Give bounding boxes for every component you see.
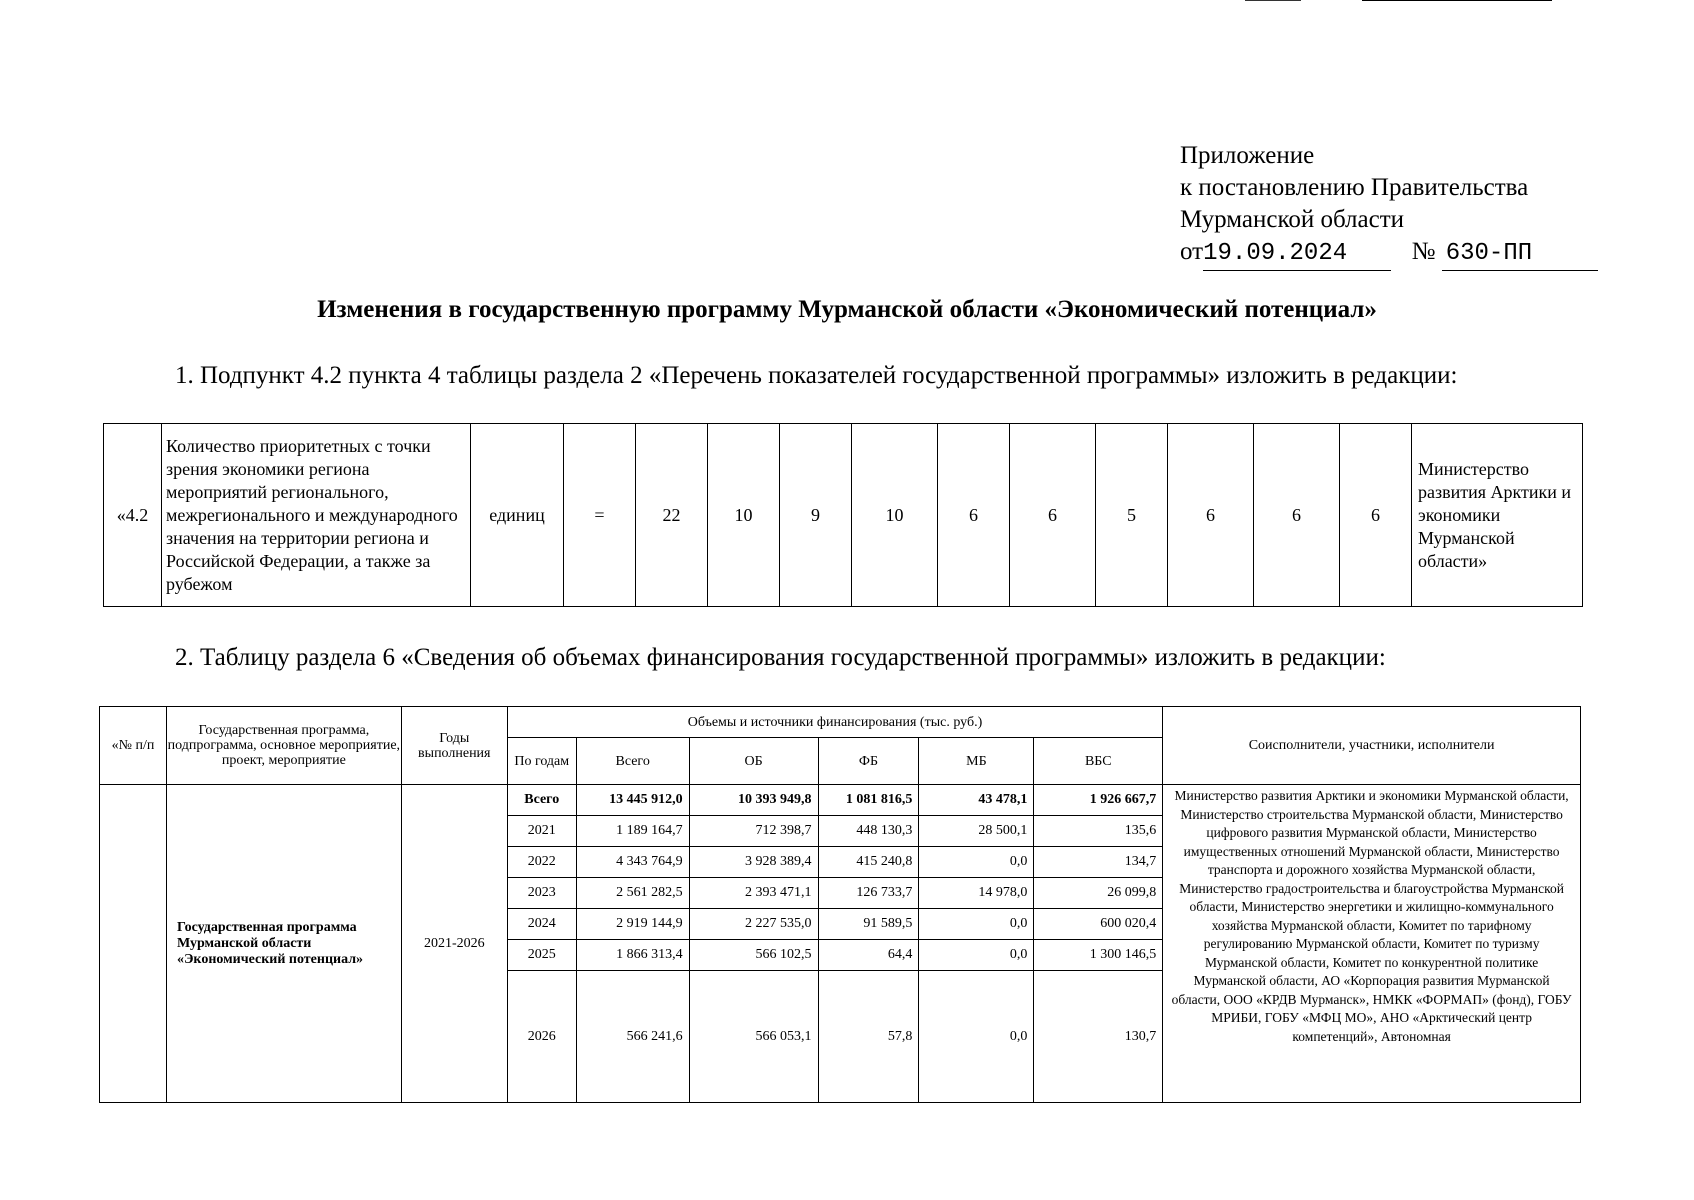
program-name: Государственная программа Мурманской области «Экономический потенциал» — [166, 785, 401, 1103]
row-year: 2025 — [507, 940, 576, 971]
indicator-value: 22 — [636, 424, 708, 607]
header-mb: МБ — [919, 738, 1034, 785]
appendix-line-2: к постановлению Правительства — [1180, 174, 1529, 201]
row-year: 2023 — [507, 878, 576, 909]
row-fb: 64,4 — [818, 940, 919, 971]
indicator-value: 5 — [1096, 424, 1168, 607]
row-vbs: 600 020,4 — [1034, 909, 1163, 940]
program-period: 2021-2026 — [401, 785, 507, 1103]
row-total: 13 445 912,0 — [576, 785, 689, 816]
header-years: Годы выполнения — [401, 707, 507, 785]
indicator-value: 9 — [780, 424, 852, 607]
row-vbs: 26 099,8 — [1034, 878, 1163, 909]
paragraph-1: 1. Подпункт 4.2 пункта 4 таблицы раздела 2 «Перечень показателей государственной программы» изложить в редакции: — [175, 362, 1458, 389]
row-fb: 126 733,7 — [818, 878, 919, 909]
header-coexecutors: Соисполнители, участники, исполнители — [1163, 707, 1581, 785]
top-edge-mark — [1245, 0, 1301, 1]
indicator-value: 6 — [1254, 424, 1340, 607]
row-vbs: 135,6 — [1034, 816, 1163, 847]
row-ob: 566 053,1 — [689, 971, 818, 1103]
document-title: Изменения в государственную программу Мурманской области «Экономический потенциал» — [317, 296, 1377, 323]
finance-header-row-1 — [100, 707, 1581, 738]
table-row — [100, 785, 1581, 816]
header-total: Всего — [576, 738, 689, 785]
row-total: 4 343 764,9 — [576, 847, 689, 878]
number-prefix: № — [1411, 238, 1436, 265]
row-total: 1 866 313,4 — [576, 940, 689, 971]
indicator-row — [104, 424, 1583, 607]
row-mb: 0,0 — [919, 847, 1034, 878]
indicator-unit: единиц — [471, 424, 564, 607]
header-by-years: По годам — [507, 738, 576, 785]
appendix-line-3: Мурманской области — [1180, 206, 1405, 233]
row-fb: 415 240,8 — [818, 847, 919, 878]
row-ob: 2 393 471,1 — [689, 878, 818, 909]
row-total: 1 189 164,7 — [576, 816, 689, 847]
header-ob: ОБ — [689, 738, 818, 785]
appendix-line-1: Приложение — [1180, 142, 1315, 169]
row-mb: 0,0 — [919, 940, 1034, 971]
row-fb: 91 589,5 — [818, 909, 919, 940]
row-vbs: 130,7 — [1034, 971, 1163, 1103]
row-vbs: 134,7 — [1034, 847, 1163, 878]
indicator-value: 6 — [1340, 424, 1412, 607]
program-num-cell — [100, 785, 167, 1103]
row-vbs: 1 300 146,5 — [1034, 940, 1163, 971]
row-mb: 0,0 — [919, 909, 1034, 940]
resolution-number: 630-ПП — [1442, 238, 1598, 271]
header-volumes: Объемы и источники финансирования (тыс. руб.) — [507, 707, 1162, 738]
indicator-table — [103, 423, 1583, 607]
row-ob: 10 393 949,8 — [689, 785, 818, 816]
row-mb: 43 478,1 — [919, 785, 1034, 816]
indicator-responsible: Министерство развития Арктики и экономики Мурманской области» — [1412, 424, 1583, 607]
indicator-value: 6 — [1168, 424, 1254, 607]
header-program: Государственная программа, подпрограмма, основное мероприятие, проект, мероприятие — [166, 707, 401, 785]
indicator-direction: = — [564, 424, 636, 607]
appendix-header — [1180, 140, 1598, 271]
row-mb: 14 978,0 — [919, 878, 1034, 909]
top-edge-line — [1362, 0, 1552, 1]
indicator-value: 10 — [852, 424, 938, 607]
row-fb: 448 130,3 — [818, 816, 919, 847]
indicator-number: «4.2 — [104, 424, 162, 607]
finance-table — [99, 706, 1581, 1103]
row-year: 2022 — [507, 847, 576, 878]
row-year: 2021 — [507, 816, 576, 847]
header-fb: ФБ — [818, 738, 919, 785]
coexecutors-list: Министерство развития Арктики и экономики Мурманской области, Министерство строительства Мурманской области, Министерство цифрового развития Мурманской области, Министерство имущественных отношений Мурманской области, Министерство транспорта и дорожного хозяйства Мурманской области, Министерство градостроительства и благоустройства Мурманской области, Министерство энергетики и жилищно-коммунального хозяйства Мурманской области, Комитет по тарифному регулированию Мурманской области, Комитет по туризму Мурманской области, Комитет по конкурентной политике Мурманской области, АО «Корпорация развития Мурманской области, ООО «КРДВ Мурманск», НМКК «ФОРМАП» (фонд), ГОБУ МРИБИ, ГОБУ «МФЦ МО», АНО «Арктический центр компетенций», Автономная — [1163, 785, 1581, 1103]
indicator-value: 6 — [938, 424, 1010, 607]
row-total: 2 561 282,5 — [576, 878, 689, 909]
row-vbs: 1 926 667,7 — [1034, 785, 1163, 816]
row-ob: 2 227 535,0 — [689, 909, 818, 940]
row-mb: 28 500,1 — [919, 816, 1034, 847]
row-fb: 1 081 816,5 — [818, 785, 919, 816]
row-total: 2 919 144,9 — [576, 909, 689, 940]
row-mb: 0,0 — [919, 971, 1034, 1103]
row-total: 566 241,6 — [576, 971, 689, 1103]
indicator-value: 10 — [708, 424, 780, 607]
row-year: 2026 — [507, 971, 576, 1103]
resolution-date: 19.09.2024 — [1203, 238, 1391, 271]
header-num: «№ п/п — [100, 707, 167, 785]
indicator-name: Количество приоритетных с точки зрения экономики региона мероприятий регионального, межрегионального и международного значения на территории региона и Российской Федерации, а также за рубежом — [162, 424, 471, 607]
date-prefix: от — [1180, 238, 1204, 265]
paragraph-2: 2. Таблицу раздела 6 «Сведения об объемах финансирования государственной программы» изложить в редакции: — [175, 644, 1386, 671]
row-ob: 3 928 389,4 — [689, 847, 818, 878]
row-year: 2024 — [507, 909, 576, 940]
appendix-date-line — [1180, 236, 1598, 271]
row-fb: 57,8 — [818, 971, 919, 1103]
row-ob: 712 398,7 — [689, 816, 818, 847]
indicator-value: 6 — [1010, 424, 1096, 607]
header-vbs: ВБС — [1034, 738, 1163, 785]
row-ob: 566 102,5 — [689, 940, 818, 971]
row-year: Всего — [507, 785, 576, 816]
